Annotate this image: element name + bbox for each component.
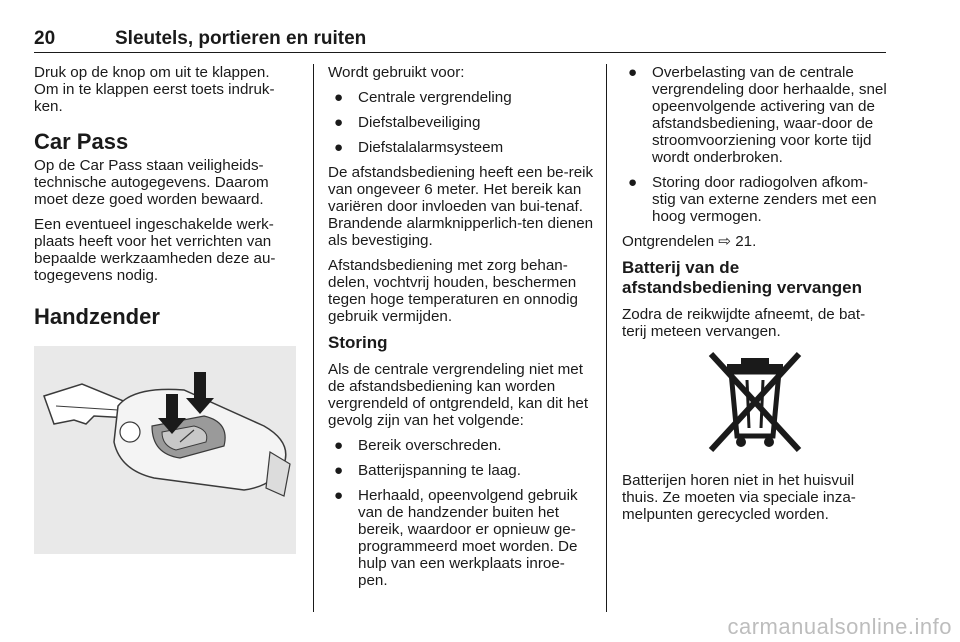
bullet-icon: ●	[334, 114, 344, 131]
crossed-bin-figure	[622, 350, 888, 462]
ontgrendelen-reference[interactable]: Ontgrendelen ⇨ 21.	[622, 233, 757, 250]
battery-paragraph-1: Zodra de reikwijdte afneemt, de bat-terij meteen vervangen.	[622, 306, 866, 340]
bullet-icon: ●	[628, 174, 638, 191]
page-number: 20	[34, 28, 56, 49]
car-pass-paragraph-2: Een eventueel ingeschakelde werk-plaats heeft voor het verrichten van bepaalde werkzaamheden deze au-togegevens nodig.	[34, 216, 276, 284]
bullet-icon: ●	[334, 89, 344, 106]
care-paragraph: Afstandsbediening met zorg behan-delen, vochtvrij houden, beschermen tegen hoge temperaturen en onnodig gebruik vermijden.	[328, 257, 578, 325]
page-title: Sleutels, portieren en ruiten	[115, 28, 367, 49]
battery-paragraph-2: Batterijen horen niet in het huisvuil thuis. Ze moeten via speciale inza-melpunten gerecycled worden.	[622, 472, 856, 523]
remote-key-illustration	[34, 346, 296, 554]
bullet-icon: ●	[628, 64, 638, 81]
page-header	[34, 28, 886, 53]
bullet-icon: ●	[334, 487, 344, 504]
list-item: ● Herhaald, opeenvolgend gebruik van de handzender buiten het bereik, waardoor er opnieuw ge-programmeerd moet worden. De hulp van een werkplaats inroe-pen.	[334, 487, 578, 589]
column-divider-2	[606, 64, 607, 612]
column-3	[622, 64, 888, 531]
storing-list	[328, 437, 594, 589]
list-item: ● Batterijspanning te laag.	[334, 462, 521, 479]
crossed-out-bin-icon	[705, 350, 805, 458]
list-item: ● Diefstalbeveiliging	[334, 114, 481, 131]
used-for-intro: Wordt gebruikt voor:	[328, 64, 465, 81]
list-item: ● Storing door radiogolven afkom-stig van externe zenders met een hoog vermogen.	[628, 174, 877, 225]
list-item: ● Diefstalalarmsysteem	[334, 139, 504, 156]
handzender-heading: Handzender	[34, 304, 160, 329]
storing-heading: Storing	[328, 333, 388, 352]
column-1	[34, 64, 296, 554]
bullet-icon: ●	[334, 437, 344, 454]
list-item: ● Bereik overschreden.	[334, 437, 502, 454]
intro-paragraph: Druk op de knop om uit te klappen. Om in te klappen eerst toets indruk-ken.	[34, 64, 275, 115]
storing-paragraph: Als de centrale vergrendeling niet met de afstandsbediening kan worden vergrendeld of ontgrendeld, kan dit het gevolg zijn van het volgende:	[328, 361, 589, 429]
used-for-list	[328, 89, 594, 156]
bullet-icon: ●	[334, 462, 344, 479]
car-pass-heading: Car Pass	[34, 129, 129, 154]
list-item: ● Centrale vergrendeling	[334, 89, 512, 106]
car-pass-paragraph-1: Op de Car Pass staan veiligheids-technische autogegevens. Daarom moet deze goed worden bewaard.	[34, 157, 269, 208]
column-divider-1	[313, 64, 314, 612]
storing-list-continued	[622, 64, 888, 225]
range-paragraph: De afstandsbediening heeft een be-reik van ongeveer 6 meter. Het bereik kan variëren door invloeden van bui-tenaf. Brandende alarmknipperlich-ten dienen als bevestiging.	[328, 164, 594, 249]
column-2	[328, 64, 594, 597]
watermark: carmanualsonline.info	[727, 614, 952, 639]
bullet-icon: ●	[334, 139, 344, 156]
battery-heading: Batterij van de afstandsbediening vervangen	[622, 258, 862, 297]
list-item: ● Overbelasting van de centrale vergrendeling door herhaalde, snel opeenvolgende activering van de afstandsbediening, waar-door de stroomvoorziening voor korte tijd wordt onderbroken.	[628, 64, 887, 166]
